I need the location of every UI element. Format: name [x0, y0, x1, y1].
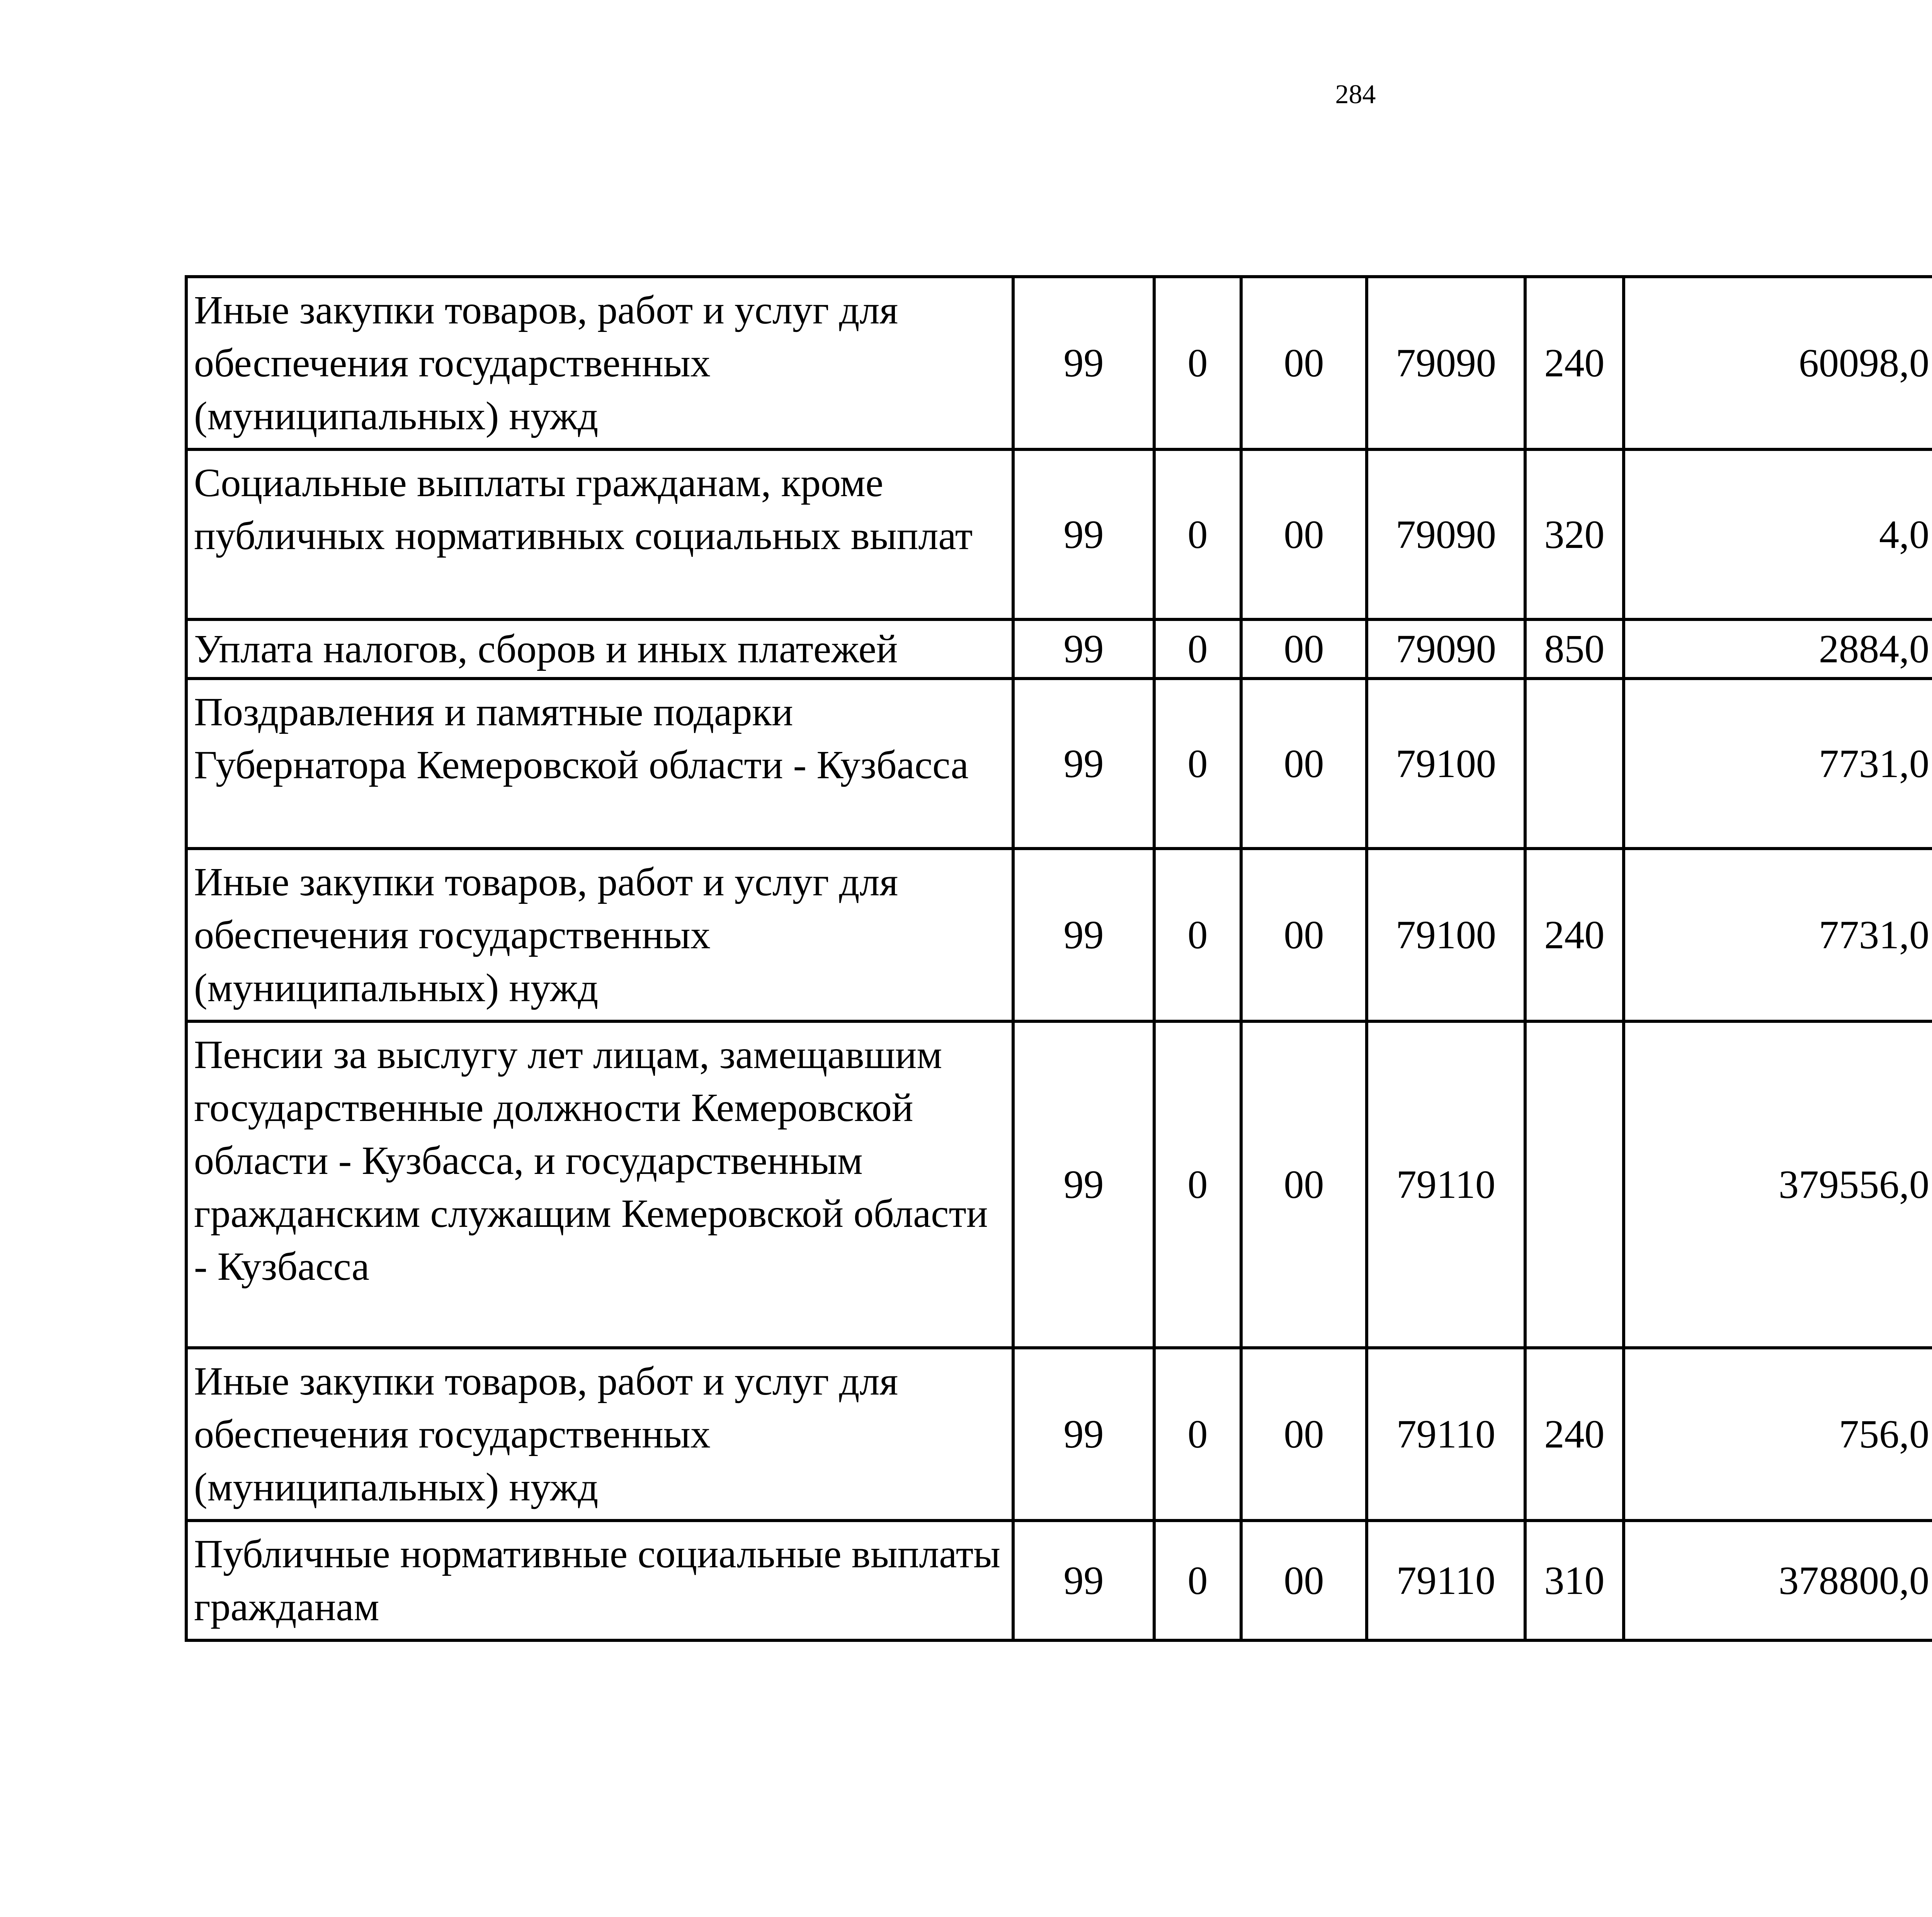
code-cell: 99	[1013, 1521, 1154, 1640]
code-cell: 0	[1154, 849, 1241, 1021]
code-cell: 00	[1241, 1521, 1367, 1640]
value-cell: 756,0	[1624, 1348, 1932, 1521]
code-cell: 00	[1241, 277, 1367, 449]
table-row	[186, 1348, 1932, 1521]
code-cell: 0	[1154, 679, 1241, 849]
row-name: Публичные нормативные социальные выплаты гражданам	[186, 1521, 1013, 1640]
code-cell: 79110	[1367, 1348, 1525, 1521]
code-cell: 99	[1013, 1348, 1154, 1521]
value-cell: 379556,0	[1624, 1021, 1932, 1348]
code-cell: 0	[1154, 1021, 1241, 1348]
code-cell: 99	[1013, 449, 1154, 619]
code-cell: 310	[1525, 1521, 1624, 1640]
table-row	[186, 679, 1932, 849]
table-row	[186, 449, 1932, 619]
code-cell: 79090	[1367, 277, 1525, 449]
code-cell	[1525, 1021, 1624, 1348]
code-cell: 79100	[1367, 679, 1525, 849]
code-cell: 0	[1154, 449, 1241, 619]
code-cell: 79110	[1367, 1521, 1525, 1640]
code-cell: 0	[1154, 1521, 1241, 1640]
value-cell: 60098,0	[1624, 277, 1932, 449]
row-name: Пенсии за выслугу лет лицам, замещавшим государственные должности Кемеровской области - Кузбасса, и государственным гражданским служащим Кемеровской области - Кузбасса	[186, 1021, 1013, 1348]
code-cell: 320	[1525, 449, 1624, 619]
code-cell: 240	[1525, 849, 1624, 1021]
code-cell: 79100	[1367, 849, 1525, 1021]
value-cell: 7731,0	[1624, 679, 1932, 849]
row-name: Иные закупки товаров, работ и услуг для обеспечения государственных (муниципальных) нужд	[186, 1348, 1013, 1521]
code-cell: 240	[1525, 277, 1624, 449]
budget-table	[185, 275, 1932, 1642]
code-cell: 00	[1241, 1021, 1367, 1348]
code-cell: 0	[1154, 1348, 1241, 1521]
code-cell: 99	[1013, 679, 1154, 849]
code-cell: 99	[1013, 1021, 1154, 1348]
code-cell: 79090	[1367, 619, 1525, 679]
code-cell: 0	[1154, 277, 1241, 449]
value-cell: 2884,0	[1624, 619, 1932, 679]
table-row	[186, 619, 1932, 679]
code-cell: 0	[1154, 619, 1241, 679]
table-row	[186, 277, 1932, 449]
value-cell: 7731,0	[1624, 849, 1932, 1021]
code-cell: 79090	[1367, 449, 1525, 619]
table-row	[186, 849, 1932, 1021]
page-number: 284	[1335, 80, 1376, 109]
code-cell: 240	[1525, 1348, 1624, 1521]
row-name: Иные закупки товаров, работ и услуг для обеспечения государственных (муниципальных) нужд	[186, 277, 1013, 449]
code-cell: 79110	[1367, 1021, 1525, 1348]
table-row	[186, 1021, 1932, 1348]
code-cell: 99	[1013, 277, 1154, 449]
code-cell: 00	[1241, 849, 1367, 1021]
code-cell: 00	[1241, 449, 1367, 619]
code-cell: 00	[1241, 619, 1367, 679]
code-cell: 850	[1525, 619, 1624, 679]
row-name: Уплата налогов, сборов и иных платежей	[186, 619, 1013, 679]
value-cell: 4,0	[1624, 449, 1932, 619]
code-cell	[1525, 679, 1624, 849]
table-row	[186, 1521, 1932, 1640]
code-cell: 99	[1013, 849, 1154, 1021]
row-name: Социальные выплаты гражданам, кроме публичных нормативных социальных выплат	[186, 449, 1013, 619]
code-cell: 00	[1241, 679, 1367, 849]
value-cell: 378800,0	[1624, 1521, 1932, 1640]
code-cell: 00	[1241, 1348, 1367, 1521]
row-name: Поздравления и памятные подарки Губернатора Кемеровской области - Кузбасса	[186, 679, 1013, 849]
row-name: Иные закупки товаров, работ и услуг для обеспечения государственных (муниципальных) нужд	[186, 849, 1013, 1021]
code-cell: 99	[1013, 619, 1154, 679]
